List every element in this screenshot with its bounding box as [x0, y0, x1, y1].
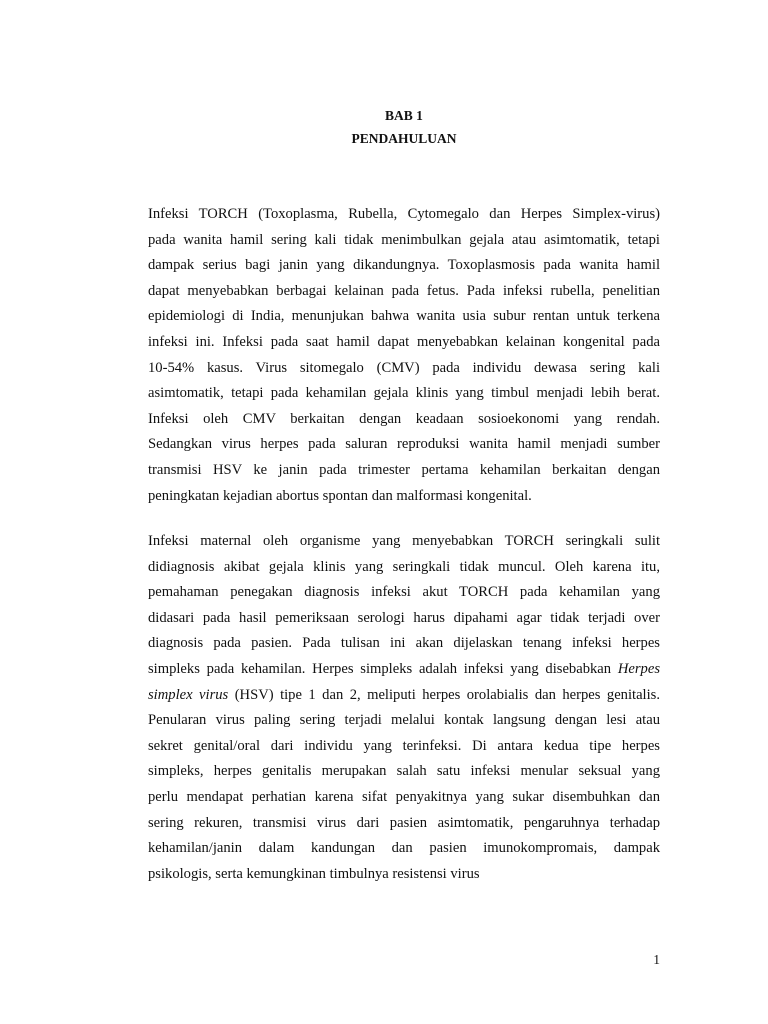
text-line: asimtomatik, tetapi pada kehamilan gejala klinis yang timbul menjadi lebih berat. [148, 385, 660, 402]
line-text: simpleks pada kehamilan. Herpes simpleks adalah infeksi yang disebabkan [148, 660, 618, 677]
text-line: dampak serius bagi janin yang dikandungnya. Toxoplasmosis pada wanita hamil [148, 257, 660, 274]
page-number: 1 [653, 952, 660, 967]
text-line: diagnosis pada pasien. Pada tulisan ini akan dijelaskan tenang infeksi herpes [148, 635, 660, 652]
chapter-title: PENDAHULUAN [351, 131, 457, 146]
text-line: infeksi ini. Infeksi pada saat hamil dapat menyebabkan kelainan kongenital pada [148, 333, 660, 350]
text-line: kehamilan/janin dalam kandungan dan pasien imunokompromais, dampak [148, 840, 660, 857]
text-line: sekret genital/oral dari individu yang terinfeksi. Di antara kedua tipe herpes [148, 737, 660, 754]
italic-term: Herpes [617, 660, 660, 677]
line-text: (HSV) tipe 1 dan 2, meliputi herpes orolabialis dan herpes genitalis. [228, 686, 660, 703]
text-line: dapat menyebabkan berbagai kelainan pada fetus. Pada infeksi rubella, penelitian [148, 282, 660, 299]
text-line-with-italic [148, 657, 660, 683]
italic-term: simplex virus [148, 686, 229, 703]
text-line: peningkatan kejadian abortus spontan dan malformasi kongenital. [148, 487, 532, 504]
text-line: 10-54% kasus. Virus sitomegalo (CMV) pada individu dewasa sering kali [148, 359, 660, 376]
text-line: transmisi HSV ke janin pada trimester pertama kehamilan berkaitan dengan [148, 461, 660, 478]
text-line: Sedangkan virus herpes pada saluran reproduksi wanita hamil menjadi sumber [148, 436, 660, 453]
text-line: Penularan virus paling sering terjadi melalui kontak langsung dengan lesi atau [148, 712, 660, 729]
paragraph-2 [148, 529, 660, 887]
text-line-with-italic [148, 683, 660, 709]
text-line: psikologis, serta kemungkinan timbulnya resistensi virus [148, 865, 480, 882]
text-line: pada wanita hamil sering kali tidak menimbulkan gejala atau asimtomatik, tetapi [148, 231, 660, 248]
text-line: sering rekuren, transmisi virus dari pasien asimtomatik, pengaruhnya terhadap [148, 814, 660, 831]
text-line: Infeksi oleh CMV berkaitan dengan keadaan sosioekonomi yang rendah. [148, 410, 660, 427]
text-line: epidemiologi di India, menunjukan bahwa wanita usia subur rentan untuk terkena [148, 308, 660, 325]
text-line: didiagnosis akibat gejala klinis yang seringkali tidak muncul. Oleh karena itu, [148, 558, 660, 575]
paragraph-1 [148, 202, 660, 509]
text-line: simpleks, herpes genitalis merupakan salah satu infeksi menular seksual yang [148, 763, 660, 780]
text-line: Infeksi maternal oleh organisme yang menyebabkan TORCH seringkali sulit [148, 533, 660, 549]
text-line: pemahaman penegakan diagnosis infeksi akut TORCH pada kehamilan yang [148, 584, 660, 601]
chapter-heading: BAB 1 [385, 108, 423, 123]
text-line: perlu mendapat perhatian karena sifat penyakitnya yang sukar disembuhkan dan [148, 788, 660, 805]
text-line: Infeksi TORCH (Toxoplasma, Rubella, Cytomegalo dan Herpes Simplex-virus) [148, 206, 660, 222]
text-line: didasari pada hasil pemeriksaan serologi harus dipahami agar tidak terjadi over [148, 609, 660, 626]
